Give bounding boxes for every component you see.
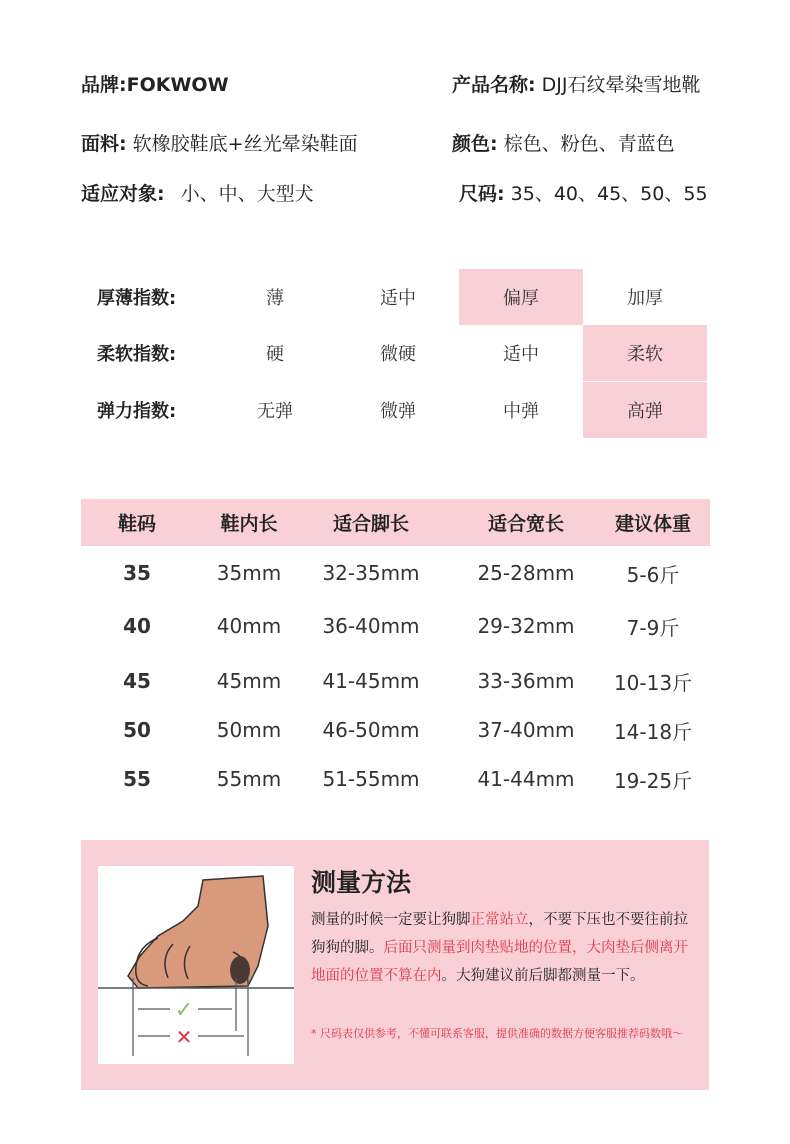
index-option-selected: 高弹 bbox=[583, 382, 707, 438]
brand-label: 品牌: bbox=[81, 74, 127, 96]
index-option: 微硬 bbox=[380, 344, 416, 365]
color-value: 棕色、粉色、青蓝色 bbox=[503, 133, 675, 155]
target-row bbox=[81, 179, 314, 206]
table-cell: 40mm bbox=[216, 614, 282, 638]
table-cell: 41-45mm bbox=[322, 669, 420, 693]
target-value: 小、中、大型犬 bbox=[180, 183, 314, 205]
color-label: 颜色: bbox=[452, 133, 498, 155]
table-header-cell: 适合宽长 bbox=[487, 513, 564, 535]
table-cell: 37-40mm bbox=[477, 718, 575, 742]
table-cell: 36-40mm bbox=[322, 614, 420, 638]
table-cell: 55mm bbox=[216, 767, 282, 791]
index-option-selected: 偏厚 bbox=[459, 269, 583, 325]
measure-text-2: ，不要下压也不要往前拉狗狗的脚。 bbox=[311, 912, 688, 956]
brand-value: FOKWOW bbox=[126, 74, 229, 96]
index-option: 硬 bbox=[266, 344, 284, 365]
color-row bbox=[452, 129, 675, 156]
table-cell: 32-35mm bbox=[322, 561, 420, 585]
index-option: 加厚 bbox=[627, 288, 663, 309]
index-option: 适中 bbox=[380, 288, 416, 309]
table-cell: 29-32mm bbox=[477, 614, 575, 638]
product-name-label: 产品名称: bbox=[452, 74, 536, 96]
table-size-cell: 40 bbox=[123, 614, 151, 638]
table-header-cell: 适合脚长 bbox=[332, 513, 409, 535]
table-header-cell: 鞋码 bbox=[117, 513, 156, 535]
measure-text-3: 。大狗建议前后脚都测量一下。 bbox=[441, 968, 645, 984]
table-cell: 35mm bbox=[216, 561, 282, 585]
brand-row bbox=[81, 70, 229, 97]
index-label: 弹力指数: bbox=[97, 401, 177, 422]
index-option: 薄 bbox=[266, 288, 284, 309]
product-name-row bbox=[452, 70, 701, 97]
size-table-header bbox=[81, 499, 710, 546]
index-option: 无弹 bbox=[257, 401, 293, 422]
table-cell: 46-50mm bbox=[322, 718, 420, 742]
material-row bbox=[81, 129, 358, 156]
material-label: 面料: bbox=[81, 133, 127, 155]
table-size-cell: 45 bbox=[123, 669, 151, 693]
index-option: 微弹 bbox=[380, 401, 416, 422]
check-icon: ✓ bbox=[174, 998, 194, 1023]
table-cell: 50mm bbox=[216, 718, 282, 742]
table-cell: 45mm bbox=[216, 669, 282, 693]
table-size-cell: 50 bbox=[123, 718, 151, 742]
table-cell: 7-9斤 bbox=[626, 615, 680, 640]
table-cell: 5-6斤 bbox=[626, 562, 680, 587]
table-cell: 41-44mm bbox=[477, 767, 575, 791]
table-cell: 33-36mm bbox=[477, 669, 575, 693]
table-header-cell: 鞋内长 bbox=[220, 513, 278, 535]
index-option: 适中 bbox=[503, 344, 539, 365]
measure-note: * 尺码表仅供参考，不懂可联系客服，提供准确的数据方便客服推荐码数哦～ bbox=[311, 1027, 683, 1040]
table-cell: 10-13斤 bbox=[613, 670, 693, 695]
material-value: 软橡胶鞋底+丝光晕染鞋面 bbox=[132, 133, 358, 155]
cross-icon: ✕ bbox=[175, 1025, 193, 1049]
index-label: 厚薄指数: bbox=[97, 288, 177, 309]
paw-illustration bbox=[98, 866, 294, 1064]
measure-text-1: 测量的时候一定要让狗脚 bbox=[311, 912, 471, 928]
measure-text-highlight-2: 后面只测量到肉垫贴地的位置，大肉垫后侧离开地面的位置不算在内 bbox=[311, 940, 688, 984]
index-label: 柔软指数: bbox=[97, 344, 177, 365]
table-header-cell: 建议体重 bbox=[614, 513, 691, 535]
measure-description bbox=[311, 906, 696, 990]
index-option-selected: 柔软 bbox=[583, 325, 707, 381]
size-label: 尺码: bbox=[459, 183, 505, 205]
index-option: 中弹 bbox=[503, 401, 539, 422]
table-size-cell: 55 bbox=[123, 767, 151, 791]
product-name-value: DJJ石纹晕染雪地靴 bbox=[541, 74, 701, 96]
table-cell: 51-55mm bbox=[322, 767, 420, 791]
size-value: 35、40、45、50、55 bbox=[510, 183, 708, 205]
table-cell: 25-28mm bbox=[477, 561, 575, 585]
paw-icon bbox=[98, 866, 294, 1064]
size-row bbox=[459, 179, 708, 206]
table-cell: 14-18斤 bbox=[613, 719, 693, 744]
table-size-cell: 35 bbox=[123, 561, 151, 585]
table-cell: 19-25斤 bbox=[613, 768, 693, 793]
target-label: 适应对象: bbox=[81, 183, 165, 205]
measure-text-highlight-1: 正常站立 bbox=[470, 912, 529, 928]
measure-title: 测量方法 bbox=[311, 868, 412, 897]
